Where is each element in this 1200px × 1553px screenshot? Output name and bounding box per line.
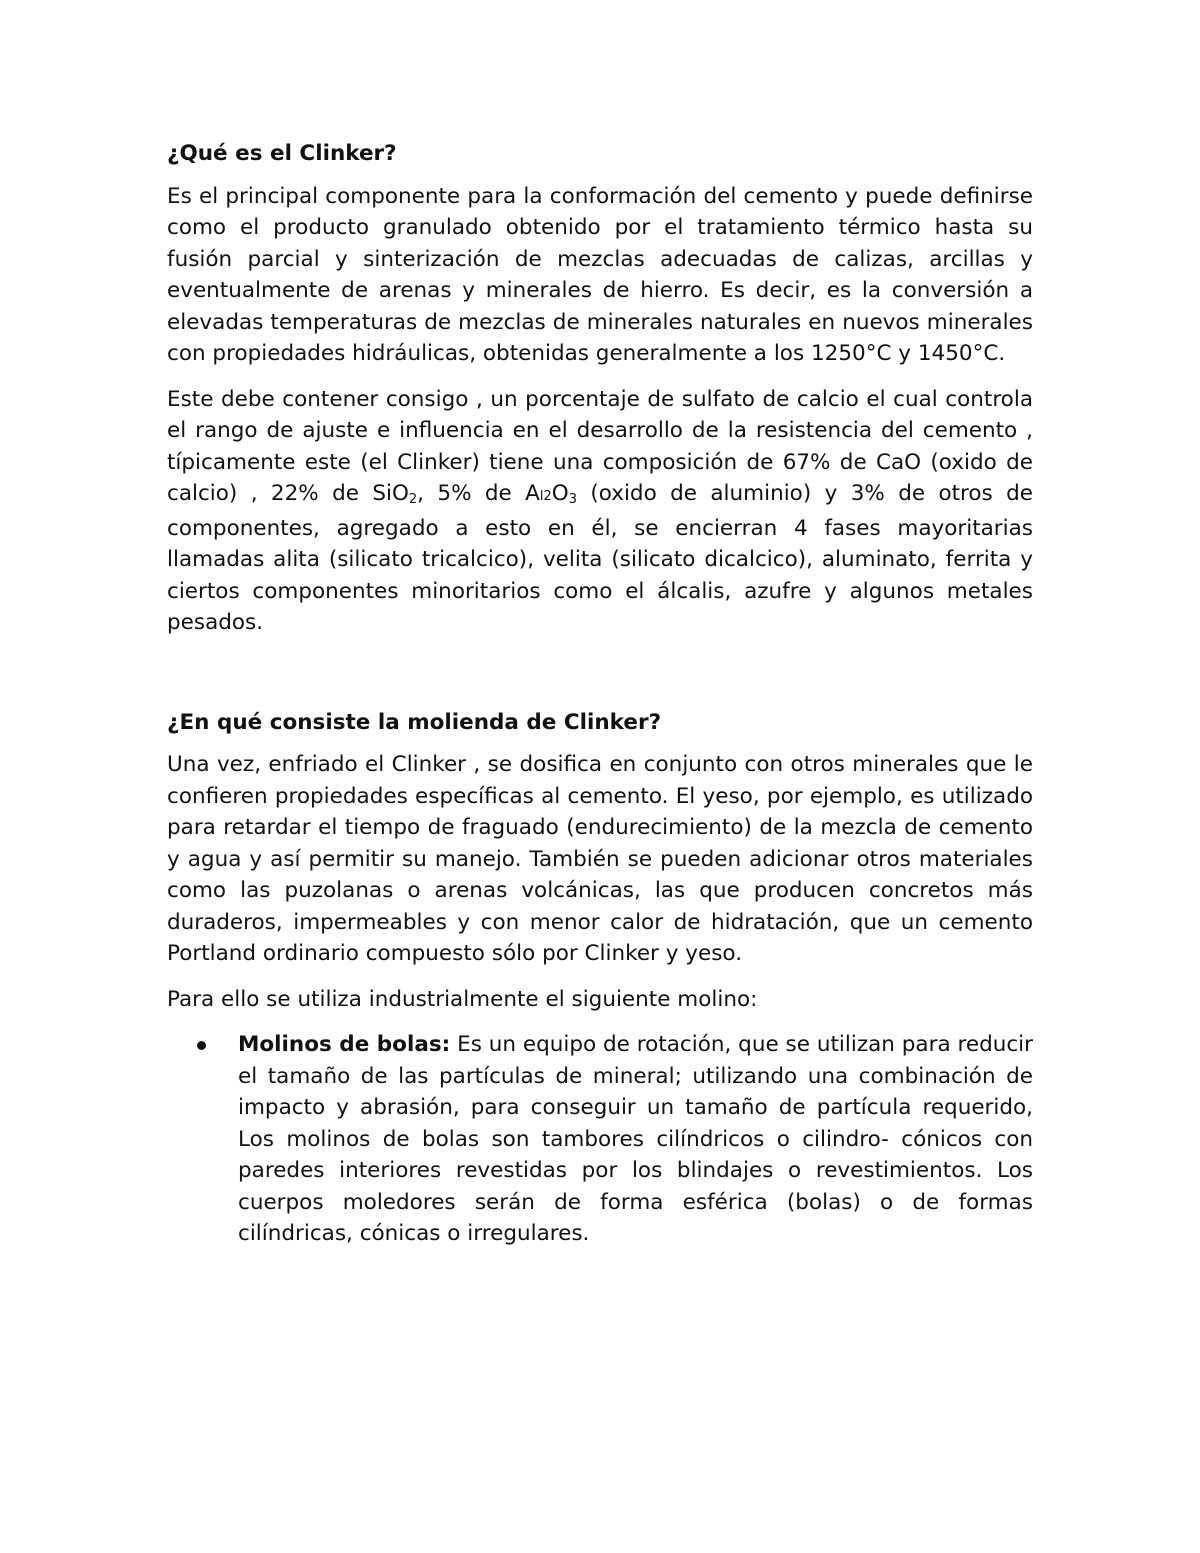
section-heading-molienda: ¿En qué consiste la molienda de Clinker?: [167, 709, 662, 735]
al-oxygen: O: [551, 481, 569, 506]
paragraph-clinker-definition: Es el principal componente para la conformación del cemento y puede definirse como el producto granulado obtenido por el tratamiento térmico hasta su fusión parcial y sinterización de mezclas adecuadas de calizas, arcillas y eventualmente de arenas y minerales de hierro. Es decir, es la conversión a elevadas temperaturas de mezclas de minerales naturales en nuevos minerales con propiedades hidráulicas, obtenidas generalmente a los 1250°C y 1450°C.: [167, 183, 1033, 366]
list-item-term: Molinos de bolas:: [238, 1032, 451, 1057]
al-small-text: l2: [539, 489, 552, 504]
paragraph-molino-intro: Para ello se utiliza industrialmente el siguiente molino:: [167, 986, 758, 1012]
section-spacer: [167, 653, 1033, 707]
section-heading-clinker: ¿Qué es el Clinker?: [167, 141, 397, 166]
al2o3-subscript: 3: [568, 492, 577, 507]
list-item-text: Es un equipo de rotación, que se utilizan para reducir el tamaño de las partículas de mineral; utilizando una combinación de impacto y abrasión, para conseguir un tamaño de partícula requerido, Los molinos de bolas son tambores cilíndricos o cilindro- cónicos con paredes interiores revestidas por los blindajes o revestimientos. Los cuerpos moledores serán de forma esférica (bolas) o de formas cilíndricas, cónicas o irregulares.: [238, 1032, 1033, 1246]
composition-text-a: Este debe contener consigo , un porcentaje de sulfato de calcio el cual controla el rango de ajuste e influencia en el desarrollo de la resistencia del cemento , típicamente este (el Clinker) tiene una composición de 67% de CaO (oxido de calcio) , 22% de SiO: [167, 386, 1033, 506]
paragraph-molienda: Una vez, enfriado el Clinker , se dosifica en conjunto con otros minerales que le confieren propiedades específicas al cemento. El yeso, por ejemplo, es utilizado para retardar el tiempo de fraguado (endurecimiento) de la mezcla de cemento y agua y así permitir su manejo. También se pueden adicionar otros materiales como las puzolanas o arenas volcánicas, las que producen concretos más duraderos, impermeables y con menor calor de hidratación, que un cemento Portland ordinario compuesto sólo por Clinker y yeso.: [167, 752, 1033, 966]
bullet-icon: [197, 1041, 206, 1050]
document-page: [167, 138, 1033, 1250]
composition-text-b: , 5% de A: [417, 481, 540, 506]
list-item: [167, 1029, 1033, 1250]
composition-text-c: (oxido de aluminio) y 3% de otros de componentes, agregado a esto en él, se encierran 4 fases mayoritarias llamadas alita (silicato tricalcico), velita (silicato dicalcico), aluminato, ferrita y ciertos componentes minoritarios como el álcalis, azufre y algunos metales pesados.: [167, 481, 1034, 635]
paragraph-clinker-composition: [167, 384, 1033, 639]
sio2-subscript: 2: [408, 492, 418, 507]
molino-list: [167, 1029, 1033, 1250]
